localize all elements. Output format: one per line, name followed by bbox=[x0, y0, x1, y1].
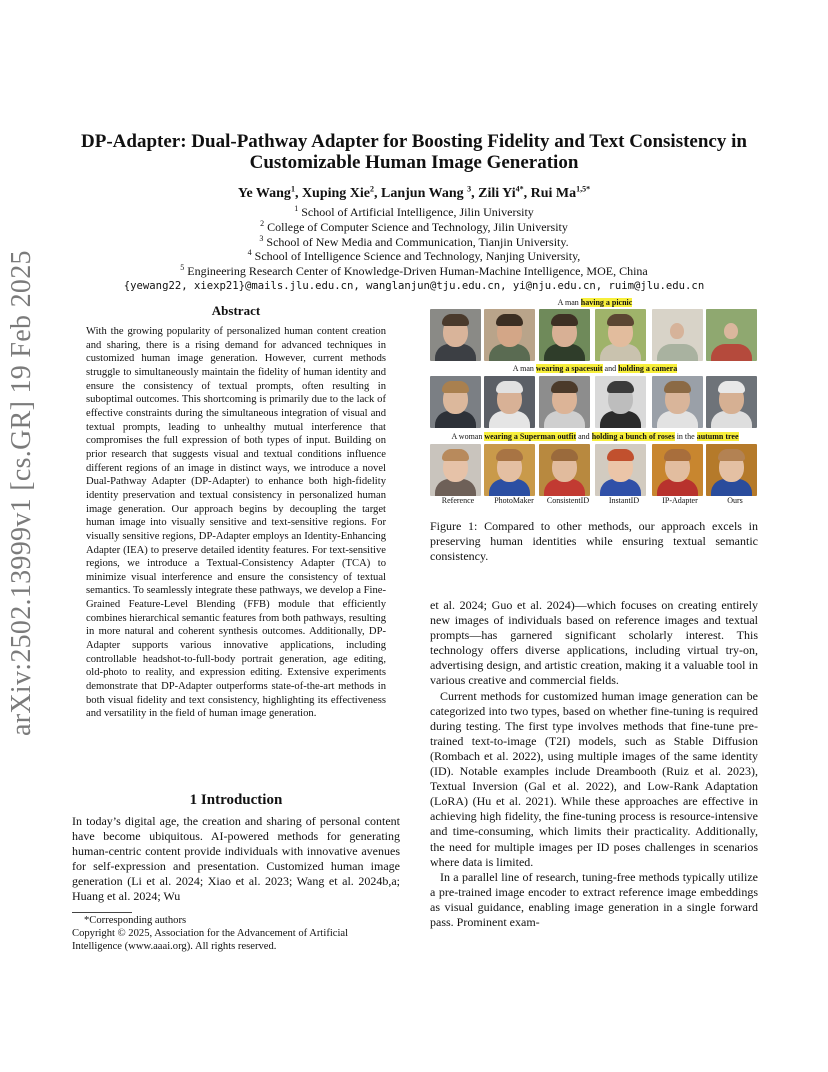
ipadapter-photo bbox=[652, 376, 703, 428]
right-column-text bbox=[430, 598, 758, 930]
caption-text: and bbox=[576, 432, 592, 441]
figure-row-caption bbox=[430, 298, 760, 307]
intro-paragraph: In today’s digital age, the creation and sharing of personal content have become ubiquitous. AI-powered methods for generating human-centric content provide individuals with innovative avenues for self-expression and presentation. Customized human image generation (Li et al. 2024; Xiao et al. 2023; Wang et al. 2024b,a; Huang et al. 2024; Wu bbox=[72, 814, 400, 904]
affiliation-sup: 4 bbox=[247, 248, 252, 258]
author-name: Rui Ma bbox=[530, 186, 577, 201]
instantid-photo bbox=[595, 309, 646, 361]
caption-text: A man bbox=[557, 298, 581, 307]
ours-photo bbox=[706, 444, 757, 496]
author-name: Xuping Xie bbox=[301, 186, 371, 201]
body-paragraph: Current methods for customized human image generation can be categorized into two types, based on whether fine-tuning is required during testing. The first type involves methods that fine-tune pre-trained text-to-image (T2I) models, such as Stable Diffusion (Rombach et al. 2022), using multiple images of the same identity (ID). Notable examples include Dreambooth (Ruiz et al. 2023), Textual Inversion (Gal et al. 2022), and Low-Rank Adaptation (LoRA) (Hu et al. 2021). While these approaches are effective in achieving high fidelity, the fine-tuning process is resource-intensive and time-consuming, which limits their practicality. Additionally, the need for multiple images per ID poses challenges in scenarios where data is limited. bbox=[430, 688, 758, 869]
caption-highlight: holding a camera bbox=[618, 364, 678, 373]
affiliations bbox=[60, 205, 768, 294]
caption-highlight: autumn tree bbox=[696, 432, 739, 441]
ours-photo bbox=[706, 309, 757, 361]
figure-row-caption bbox=[430, 432, 760, 441]
footnotes bbox=[72, 914, 400, 953]
photomaker-photo bbox=[484, 444, 535, 496]
footnote-rule bbox=[72, 912, 132, 913]
figure-caption: Figure 1: Compared to other methods, our approach excels in preserving human identities while ensuring textual semantic consistency. bbox=[430, 519, 758, 564]
ours-photo bbox=[706, 376, 757, 428]
copyright-notice: Copyright © 2025, Association for the Advancement of Artificial Intelligence (www.aaai.org). All rights reserved. bbox=[72, 928, 349, 952]
caption-text: in the bbox=[674, 432, 697, 441]
affiliation-text: School of Artificial Intelligence, Jilin University bbox=[301, 205, 534, 219]
affiliation-text: School of New Media and Communication, Tianjin University. bbox=[266, 234, 569, 249]
consistentid-photo bbox=[539, 444, 590, 496]
caption-highlight: holding a bunch of roses bbox=[591, 432, 675, 441]
paper-title: DP-Adapter: Dual-Pathway Adapter for Boosting Fidelity and Text Consistency in Customizable Human Image Generation bbox=[81, 131, 747, 173]
instantid-photo bbox=[595, 376, 646, 428]
affiliation-sup: 2 bbox=[260, 218, 265, 228]
consistentid-photo bbox=[539, 376, 590, 428]
photomaker-photo bbox=[484, 376, 535, 428]
abstract-heading: Abstract bbox=[211, 303, 261, 318]
author-sup: 4* bbox=[515, 184, 524, 194]
affiliation-sup: 3 bbox=[259, 233, 264, 243]
caption-highlight: wearing a Superman outfit bbox=[484, 432, 577, 441]
author-sup: 3 bbox=[467, 184, 472, 194]
caption-text: and bbox=[602, 364, 619, 373]
author-name: Zili Yi bbox=[478, 186, 516, 201]
body-paragraph: In a parallel line of research, tuning-free methods typically utilize a pre-trained image encoder to extract reference image embeddings as visual guidance, enabling image generation in a single forward pass. Prominent exam- bbox=[430, 869, 758, 929]
arxiv-identifier: arXiv:2502.13999v1 [cs.GR] 19 Feb 2025 bbox=[6, 250, 37, 736]
caption-highlight: having a picnic bbox=[580, 298, 633, 307]
reference-photo bbox=[430, 309, 481, 361]
affiliation bbox=[60, 220, 768, 235]
figure-row-caption bbox=[430, 364, 760, 373]
affiliation bbox=[60, 264, 768, 279]
affiliation-sup: 5 bbox=[180, 263, 185, 273]
method-label: InstantID bbox=[608, 496, 640, 505]
author-name: Lanjun Wang bbox=[381, 186, 464, 201]
affiliation-text: College of Computer Science and Technology, Jilin University bbox=[267, 219, 568, 234]
caption-text: A man bbox=[512, 364, 536, 373]
method-label: PhotoMaker bbox=[494, 496, 534, 505]
method-label: Ours bbox=[727, 496, 743, 505]
method-label: Reference bbox=[441, 496, 475, 505]
photomaker-photo bbox=[484, 309, 535, 361]
author-list: Ye Wang$^1$, Xuping Xie$^2$, Lanjun Wang $^3$, Zili $Yi^{4*}$, Rui $Ma^{1,5*}$ bbox=[237, 184, 591, 201]
affiliation bbox=[60, 235, 768, 250]
author-sup: 1 bbox=[290, 184, 295, 194]
abstract-body: With the growing popularity of personalized human content creation and sharing, there is a rising demand for advanced techniques in customized human image generation. However, current methods struggle to simultaneously maintain the fidelity of human identity and ensure the consistency of textual prompts, often resulting in suboptimal outcomes. This shortcoming is primarily due to the lack of effective constraints during the simultaneous integration of visual and textual prompts, leading to unhealthy mutual interference that compromises the full expression of both types of input. Building on prior research that suggests visual and textual conditions influence different regions of an image in distinct ways, we introduce a novel Dual-Pathway Adapter (DP-Adapter) to enhance both high-fidelity identity preservation and textual consistency in personalized human image generation. Our approach begins by decoupling the target human image into visually sensitive and text-sensitive regions. For visually sensitive regions, DP-Adapter employs an Identity-Enhancing Adapter (IEA) to preserve detailed identity features. For text-sensitive regions, we introduce a Textual-Consistency Adapter (TCA) to minimize visual interference and ensure the consistency of textual semantics. To seamlessly integrate these pathways, we develop a Fine-Grained Feature-Level Blending (FFB) module that efficiently combines hierarchical semantic features from both pathways, resulting in more natural and coherent synthesis outcomes. Additionally, DP-Adapter supports various innovative applications, including controllable headshot-to-full-body portrait generation, age editing, old-photo to reality, and expression editing. Extensive experiments demonstrate that DP-Adapter outperforms state-of-the-art methods in both visual fidelity and text consistency, highlighting its effectiveness and versatility in the field of human image generation. bbox=[86, 326, 386, 720]
affiliation bbox=[60, 205, 768, 220]
reference-photo bbox=[430, 376, 481, 428]
author-sup: 2 bbox=[370, 184, 375, 194]
reference-photo bbox=[430, 444, 481, 496]
method-label: ConsistentID bbox=[546, 496, 590, 505]
affiliation bbox=[60, 249, 768, 264]
author-emails: {yewang22, xiexp21}@mails.jlu.edu.cn, wanglanjun@tju.edu.cn, yi@nju.edu.cn, ruim@jlu.edu.cn bbox=[123, 279, 705, 292]
figure-1 bbox=[430, 298, 760, 508]
ipadapter-photo bbox=[652, 309, 703, 361]
ipadapter-photo bbox=[652, 444, 703, 496]
instantid-photo bbox=[595, 444, 646, 496]
section-heading: 1 Introduction bbox=[189, 792, 283, 808]
author-name: Ye Wang bbox=[237, 186, 291, 201]
corresponding-footnote: *Corresponding authors bbox=[84, 915, 187, 926]
affiliation-text: Engineering Research Center of Knowledge-Driven Human-Machine Intelligence, MOE, China bbox=[187, 264, 648, 279]
method-label: IP-Adapter bbox=[662, 496, 698, 505]
affiliation-sup: 1 bbox=[294, 204, 299, 213]
caption-text: A woman bbox=[451, 432, 485, 441]
consistentid-photo bbox=[539, 309, 590, 361]
author-sup: 1,5* bbox=[576, 184, 591, 194]
affiliation-text: School of Intelligence Science and Technology, Nanjing University, bbox=[254, 249, 581, 264]
caption-highlight: wearing a spacesuit bbox=[535, 364, 603, 373]
body-paragraph: et al. 2024; Guo et al. 2024)—which focuses on creating entirely new images of individuals based on reference images and textual prompts—has garnered significant scholarly interest. This technology offers diverse applications, including virtual try-on, advertising design, and artistic creation, making it a valuable tool in various creative and commercial fields. bbox=[430, 598, 758, 688]
